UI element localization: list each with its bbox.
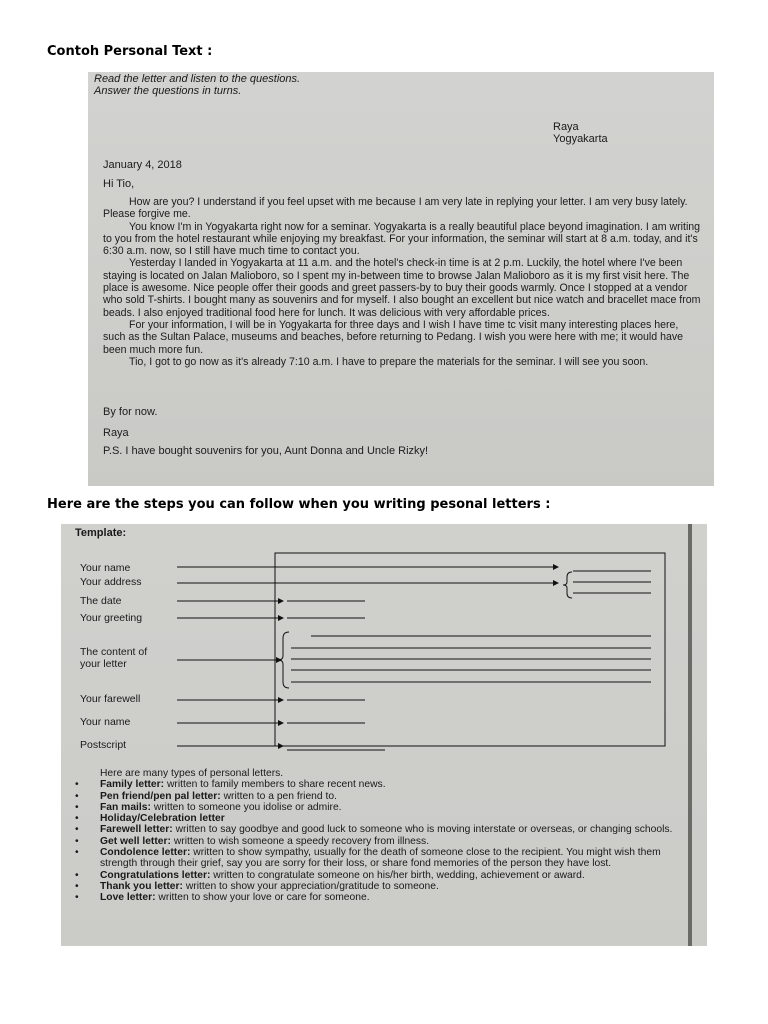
letter-paragraph: How are you? I understand if you feel upset with me because I am very late in replying your letter. I am very busy lately. Please forgive me.	[103, 196, 688, 221]
instruction-line-2: Answer the questions in turns.	[94, 85, 242, 97]
type-name: Condolence letter:	[100, 847, 191, 859]
template-title: Template:	[75, 527, 127, 539]
sender-name: Raya	[553, 121, 579, 133]
content-brace	[278, 632, 289, 688]
list-item	[69, 824, 679, 835]
type-desc: written to show sympathy, usually for the death of someone close to the recipient. You might wish them strength through their grief, say you are sorry for their loss, or share fond memories of the person they have lost.	[100, 847, 661, 870]
type-name: Fan mails:	[100, 801, 151, 813]
type-desc: written to wish someone a speedy recovery from illness.	[173, 835, 430, 847]
label-your-address: Your address	[80, 576, 142, 588]
letter-date: January 4, 2018	[103, 159, 182, 171]
label-postscript: Postscript	[80, 739, 127, 751]
type-name: Farewell letter:	[100, 824, 173, 836]
list-item	[69, 791, 679, 802]
label-content-1: The content of	[80, 646, 148, 658]
type-desc: written to show your love or care for someone.	[158, 892, 370, 904]
label-your-name: Your name	[80, 562, 131, 574]
type-name: Love letter:	[100, 892, 156, 904]
letter-scan	[88, 72, 714, 486]
list-item	[69, 779, 679, 790]
label-content-2: your letter	[80, 658, 127, 670]
types-intro: Here are many types of personal letters.	[100, 768, 284, 779]
list-item	[69, 836, 679, 847]
letter-greeting: Hi Tio,	[103, 178, 135, 190]
label-your-greeting: Your greeting	[80, 612, 143, 624]
type-desc: written to show your appreciation/gratitude to someone.	[185, 880, 439, 892]
template-scan	[61, 524, 707, 946]
type-name: Holiday/Celebration letter	[100, 813, 225, 825]
letter-paragraph: Yesterday I landed in Yogyakarta at 11 a.m. and the hotel's check-in time is at 2 p.m. Luckily, the hotel where I've been staying is located on Jalan Malioboro, so I spent my in-between time to browse Jalan Malioboro as it is my first visit here. The place is awesome. Nice people offer their goods and greet passers-by to buy their goods warmly. Once I stopped at a vendor who sold T-shirts. I bought many as souvenirs and for myself. I also bought an excellent but nice watch and bracellet mace from beads. I also enjoyed traditional food here for lunch. It was delicious with very affordable prices.	[103, 257, 701, 319]
list-item	[69, 892, 679, 903]
letter-paragraph: You know I'm in Yogyakarta right now for a seminar. Yogyakarta is a really beautiful place beyond imagination. I am writing to you from the hotel restaurant while enjoying my breakfast. For your information, the seminar will start at 8 a.m. today, and it's 6:30 a.m. now, so I still have much time to contact you.	[103, 220, 701, 258]
address-brace	[563, 572, 572, 598]
letter-paragraph: Tio, I got to go now as it's already 7:10 a.m. I have to prepare the materials for the seminar. I will see you soon.	[129, 355, 649, 368]
heading-contoh: Contoh Personal Text :	[47, 44, 213, 59]
letter-signature: Raya	[103, 427, 129, 439]
type-name: Get well letter:	[100, 835, 171, 847]
list-item	[69, 802, 679, 813]
heading-steps: Here are the steps you can follow when you writing pesonal letters :	[47, 497, 551, 512]
type-name: Thank you letter:	[100, 880, 183, 892]
sender-city: Yogyakarta	[553, 133, 608, 145]
instruction-line-1: Read the letter and listen to the questions.	[94, 73, 301, 85]
type-desc: written to a pen friend to.	[223, 790, 337, 802]
label-the-date: The date	[80, 595, 122, 607]
type-desc: written to congratulate someone on his/her birth, wedding, achievement or award.	[213, 869, 585, 881]
template-diagram	[61, 524, 707, 764]
letter-farewell: By for now.	[103, 406, 158, 418]
list-item	[69, 870, 679, 881]
list-item	[69, 847, 679, 870]
label-your-name-2: Your name	[80, 716, 131, 728]
type-name: Congratulations letter:	[100, 869, 211, 881]
letter-body	[103, 196, 703, 368]
letter-paragraph: For your information, I will be in Yogyakarta for three days and I wish I have time tc visit many interesting places here, such as the Sultan Palace, museums and beaches, before returning to Pedang. I wish you were here with me; it would have been much more fun.	[103, 318, 684, 356]
list-item	[69, 881, 679, 892]
type-desc: written to say goodbye and good luck to someone who is moving interstate or overseas, or changing schools.	[175, 824, 673, 836]
letter-types-list	[69, 768, 679, 904]
list-item	[69, 813, 679, 824]
label-your-farewell: Your farewell	[80, 693, 141, 705]
type-desc: written to someone you idolise or admire.	[153, 801, 342, 813]
type-name: Pen friend/pen pal letter:	[100, 790, 221, 802]
type-desc: written to family members to share recent news.	[166, 779, 386, 791]
type-name: Family letter:	[100, 779, 165, 791]
letter-postscript: P.S. I have bought souvenirs for you, Aunt Donna and Uncle Rizky!	[103, 445, 429, 457]
